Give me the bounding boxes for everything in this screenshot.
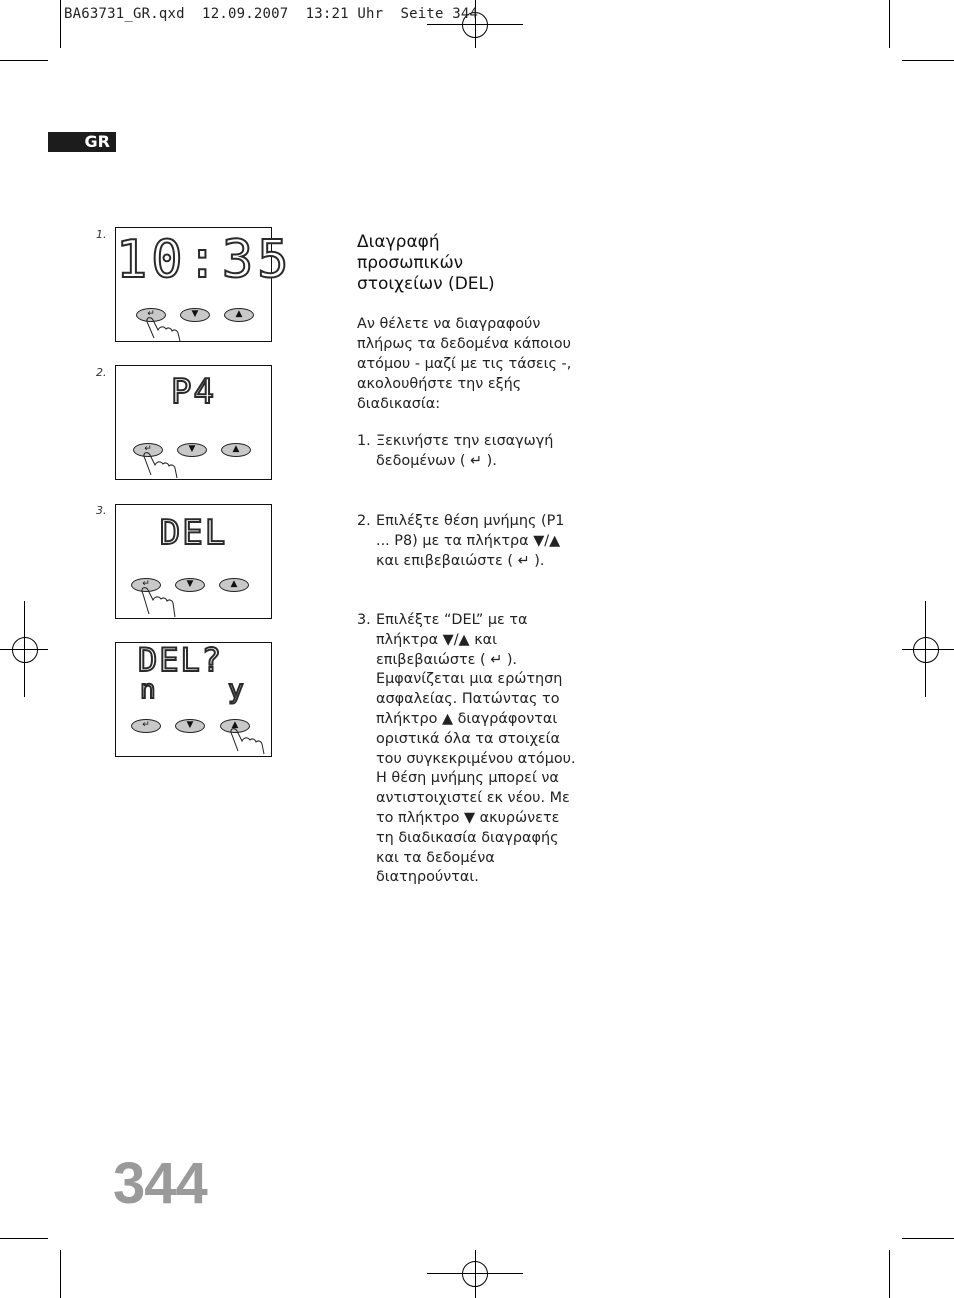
instruction-step	[357, 432, 577, 472]
lcd-display: DEL	[159, 513, 228, 553]
down-arrow-icon: ▼	[175, 719, 205, 733]
crop-mark	[889, 0, 890, 48]
crop-mark	[902, 1238, 954, 1239]
lcd-panel	[115, 504, 272, 619]
title-line: Διαγραφή	[357, 232, 440, 252]
language-tab: GR	[48, 132, 116, 152]
lcd-panel	[115, 365, 272, 480]
step-number: 3.	[357, 612, 371, 628]
print-header: BA63731_GR.qxd 12.09.2007 13:21 Uhr Seite 344	[64, 6, 479, 22]
enter-key-icon: ↵	[131, 719, 161, 733]
lcd-yes-option: y	[228, 675, 246, 705]
lcd-panel	[115, 642, 272, 757]
pointing-hand-icon	[228, 727, 268, 755]
down-arrow-icon: ▼	[177, 443, 207, 457]
lcd-panel	[115, 227, 293, 342]
figure-number: 1.	[96, 228, 107, 241]
crop-mark	[902, 60, 954, 61]
down-arrow-icon: ▼	[180, 308, 210, 322]
up-arrow-icon: ▲	[224, 308, 254, 322]
up-arrow-icon: ▲	[219, 578, 249, 592]
section-title	[357, 232, 577, 295]
figure-number: 2.	[96, 366, 107, 379]
crop-mark	[889, 1250, 890, 1298]
enter-key-icon: ↵	[133, 443, 163, 457]
instruction-step	[357, 512, 577, 571]
registration-mark-icon	[462, 1261, 488, 1287]
enter-key-icon: ↵	[131, 578, 161, 592]
crop-mark	[60, 1250, 61, 1298]
figure-number: 3.	[96, 504, 107, 517]
lcd-display: P4	[171, 372, 216, 412]
instruction-step	[357, 611, 577, 888]
title-line: στοιχείων (DEL)	[357, 274, 495, 294]
registration-mark-icon	[913, 637, 939, 663]
lcd-display: DEL?	[138, 641, 224, 679]
lcd-no-option: n	[140, 675, 158, 705]
step-text: Ξεκινήστε την εισαγωγή δεδομένων ( ↵ ).	[376, 433, 554, 469]
title-line: προσωπικών	[357, 253, 464, 273]
enter-key-icon: ↵	[136, 308, 166, 322]
registration-mark-icon	[12, 637, 38, 663]
pointing-hand-icon	[144, 316, 184, 342]
down-arrow-icon: ▼	[175, 578, 205, 592]
pointing-hand-icon	[139, 586, 179, 618]
pointing-hand-icon	[141, 451, 181, 479]
step-number: 2.	[357, 513, 371, 529]
step-number: 1.	[357, 433, 371, 449]
crop-mark	[0, 60, 48, 61]
up-arrow-icon: ▲	[220, 719, 250, 733]
intro-paragraph: Αν θέλετε να διαγραφούν πλήρως τα δεδομένα κάποιου ατόμου - μαζί με τις τάσεις -, ακολουθήστε την εξής διαδικασία:	[357, 316, 572, 412]
page-number: 344	[113, 1151, 207, 1216]
crop-mark	[60, 0, 61, 48]
crop-mark	[0, 1238, 48, 1239]
up-arrow-icon: ▲	[221, 443, 251, 457]
step-text: Επιλέξτε θέση μνήμης (P1 ... P8) με τα πλήκτρα ▼/▲ και επιβεβαιώστε ( ↵ ).	[376, 513, 565, 569]
lcd-display: 10:35	[116, 230, 293, 290]
step-text: Επιλέξτε “DEL” με τα πλήκτρα ▼/▲ και επιβεβαιώστε ( ↵ ). Εμφανίζεται μια ερώτηση ασφαλείας. Πατώντας το πλήκτρο ▲ διαγράφονται οριστικά όλα τα στοιχεία του συγκεκριμένου ατόμου. Η θέση μνήμης μπορεί να αντιστοιχιστεί εκ νέου. Με το πλήκτρο ▼ ακυρώνετε τη διαδικασία διαγραφής και τα δεδομένα διατηρούνται.	[376, 612, 576, 886]
